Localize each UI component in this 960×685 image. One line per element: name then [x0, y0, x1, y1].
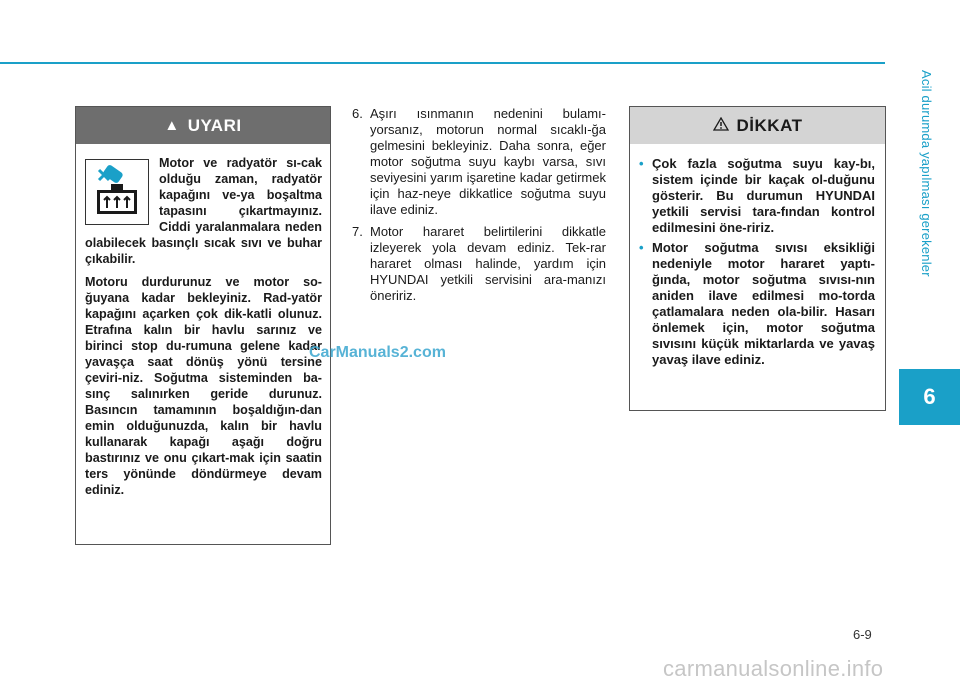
warning-paragraph-1: Motor ve radyatör sı-cak olduğu zaman, radyatör kapağını ve-ya boşaltma tapasını çıkartmayınız. Ciddi yaralanmalara neden olabilecek basınçlı sıcak sıvı ve buhar çıkabilir.: [85, 156, 322, 266]
step-text: Aşırı ısınmanın nedenini bulamı-yorsanız, motorun normal sıcaklı-ğa gelmesini bekleyiniz. Daha sonra, eğer motor soğutma suyu kaybı varsa, sıvı seviyesini yarım işaretine kadar getirmek için haz-neye dikkatlice soğutma suyu ilave ediniz.: [370, 106, 606, 217]
footer-watermark: carmanualsonline.info: [663, 656, 884, 681]
radiator-hot-warning-icon: [85, 159, 149, 225]
caution-header-label: DİKKAT: [736, 115, 803, 135]
warning-box: [75, 106, 331, 545]
procedure-steps: [352, 106, 606, 310]
list-item: [639, 240, 875, 368]
step-number: 6.: [352, 106, 363, 121]
list-item: [352, 224, 606, 304]
warning-triangle-icon: ▲: [164, 117, 180, 134]
warning-header: [76, 107, 330, 144]
warning-header-label: UYARI: [187, 115, 242, 135]
caution-box: [629, 106, 886, 411]
site-watermark: CarManuals2.com: [309, 344, 446, 361]
step-number: 7.: [352, 224, 363, 239]
list-item: [639, 156, 875, 236]
section-tab-label: Acil durumda yapılması gerekenler: [919, 70, 934, 277]
bullet-icon: •: [639, 156, 644, 171]
list-item: [352, 106, 606, 218]
caution-triangle-icon: [713, 117, 729, 135]
caution-header: [630, 107, 885, 144]
bullet-icon: •: [639, 240, 644, 255]
caution-body: [630, 144, 885, 368]
page-number: 6-9: [853, 627, 872, 642]
step-text: Motor hararet belirtilerini dikkatle izleyerek yola devam ediniz. Tek-rar hararet olması halinde, yardım için HYUNDAI yetkili servisini ara-manızı öneririz.: [370, 224, 606, 303]
top-rule: [0, 62, 885, 64]
caution-bullet-text: Motor soğutma sıvısı eksikliği nedeniyle motor hararet yaptı-ğında, motor soğutma sıvısı-nın aniden ilave edilmesi mo-torda çatlamalara neden ola-bilir. Hasarı önlemek için, motor soğutma sıvısını küçük miktarlarda ve yavaş yavaş ilave ediniz.: [652, 240, 875, 367]
chapter-number-tab: 6: [899, 369, 960, 425]
caution-bullet-text: Çok fazla soğutma suyu kay-bı, sistem içinde bir kaçak ol-duğunu gösterir. Bu durumun HYUNDAI yetkili servisi tara-fından kontrol edilmesini öne-ririz.: [652, 156, 875, 235]
warning-body: [76, 144, 330, 498]
warning-paragraph-2: Motoru durdurunuz ve motor so-ğuyana kadar bekleyiniz. Rad-yatör kapağını açarken çok dik-katli olunuz. Etrafına kalın bir havlu sarınız ve birinci stop du-rumuna gelene kadar yavaşça saat dönüş yönü tersine çeviri-niz. Soğutma sisteminden ba-sınç salınırken geride durunuz. Basıncın tamamının boşaldığın-dan emin olduğunuzda, kalın bir havlu kullanarak kapağı aşağı doğru bastırınız ve onu çıkart-mak için saatin ters yönünde döndürmeye devam ediniz.: [85, 275, 322, 497]
